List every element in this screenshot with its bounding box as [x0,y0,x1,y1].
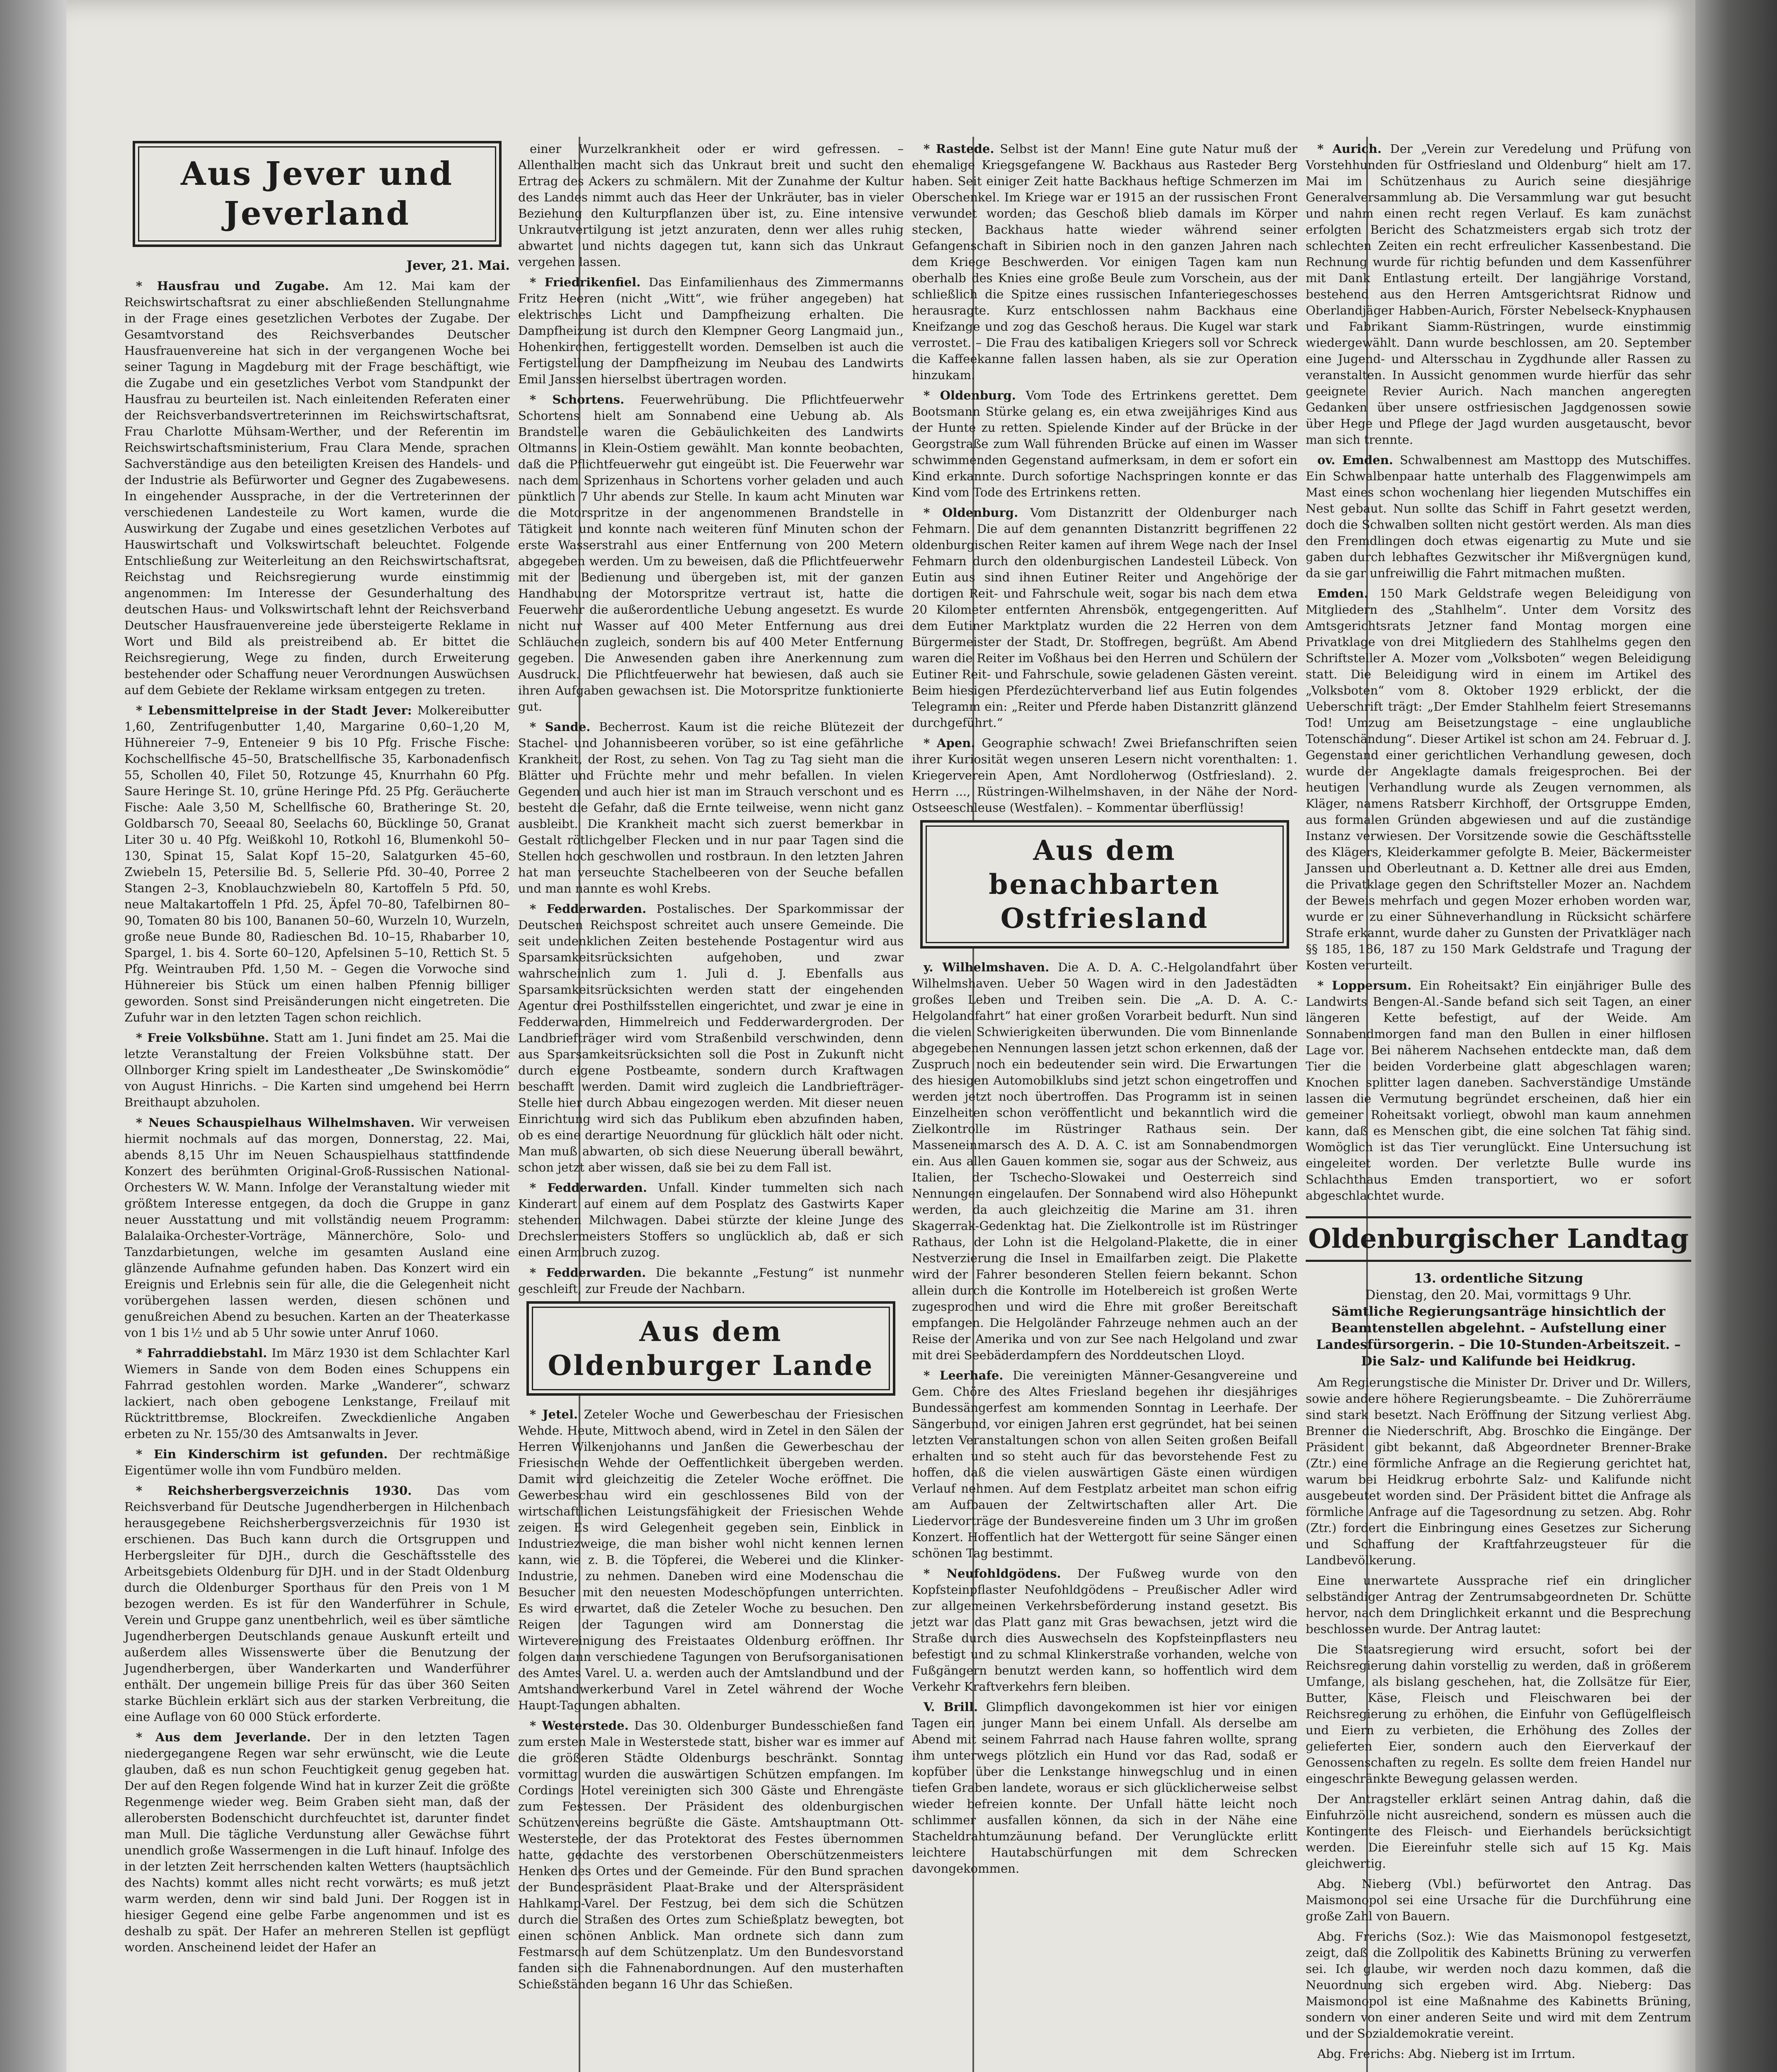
landtag-paragraph: Die Staatsregierung wird ersucht, sofort bei der Reichsregierung dahin vorstellig zu werden, daß in größerem Umfange, als bislang geschehen, hat, die Zollsätze für Eier, Butter, Käse, Fleisch und Fleischwaren bei der Reichsregierung zu erhöhen, die Einfuhr von Geflügelfleisch und Eiern zu verbieten, die Erhöhung des Zolles der gelieferten Eier, sondern auch den Eierverkauf der Genossenschaften zu regeln. Es sollte dem freien Handel nur eingeschränkte Bewegung gelassen werden. [1306,1642,1691,1786]
article-text: Der rechtmäßige Eigentümer wolle ihn vom Fundbüro melden. [124,1447,510,1477]
articles-col2-b [518,1406,904,1992]
landtag-paragraphs [1306,1375,1691,2062]
article-paragraph [518,1180,904,1261]
article-text: Schwalbennest am Masttopp des Mutschiffes. Ein Schwalbenpaar hatte unterhalb des Flaggenwimpels am Mast eines schon wochenlang hier liegenden Mutschiffes ein Nest gebaut. Nun sollte das Schiff in Fahrt gesetzt werden, doch die Schwalben sollten nicht gestört werden. Als man dies den Fremdlingen doch etwas eigenartig zu Mute und sie gaben durch lebhaftes Gezwitscher ihr Mißvergnügen kund, da sie gar unfreiwillig die Fahrt mitmachen mußten. [1306,453,1692,580]
article-lead: * Leerhafe. [924,1368,1004,1382]
article-lead: * Fedderwarden. [530,1181,647,1195]
dateline: Jever, 21. Mai. [406,258,510,273]
article-text: Glimpflich davongekommen ist hier vor einigen Tagen ein junger Mann bei einem Unfall. Als derselbe am Abend mit seinem Fahrrad nach Hause fahren wollte, sprang ihm unterwegs plötzlich ein Hund vor das Rad, sodaß er kopfüber über die Lenkstange hinwegschlug und in einen tiefen Graben landete, woraus er sich glücklicherweise selbst wieder befreien konnte. Der Unfall hätte leicht noch schlimmer ausfallen können, da sich in der Nähe eine Stacheldrahtumzäunung befand. Der Verunglückte erlitt leichtere Hautabschürfungen mit dem Schrecken davongekommen. [912,1700,1298,1876]
article-paragraph [518,719,904,897]
column-1 [124,141,510,2047]
article-text: Das Einfamilienhaus des Zimmermanns Fritz Heeren (nicht „Witt“, wie früher angegeben) hat elektrisches Licht und Dampfheizung erhalten. Die Dampfheizung ist durch den Klempner Georg Langmaid jun., Hohenkirchen, fertiggestellt worden. Demselben ist auch die Fertigstellung der Dampfheizung im Neubau des Landwirts Emil Janssen hierselbst übertragen worden. [518,275,904,386]
article-lead: * Neues Schauspielhaus Wilhelmshaven. [136,1116,415,1130]
section-headline-landtag: Oldenburgischer Landtag [1306,1216,1691,1262]
article-text: Am 12. Mai kam der Reichswirtschaftsrat zu einer abschließenden Stellungnahme in der Frage eines gesetzlichen Verbotes der Zugabe. Der Gesamtvorstand des Reichsverbandes Deutscher Hausfrauenvereine hat sich in der vergangenen Woche bei seiner Tagung in Magdeburg mit der Frage beschäftigt, wie die Zugabe und ein gesetzliches Verbot vom Standpunkt der Hausfrau zu beurteilen ist. Nach einleitenden Referaten einer der Reichsverbandsvertreterinnen im Reichswirtschaftsrat, Frau Charlotte Mühsam-Werther, und der Referentin im Reichswirtschaftsministerium, Frau Clara Mende, sprachen Sachverständige aus den beteiligten Kreisen des Handels- und der Industrie als Befürworter und Gegner des Zugabewesens. In eingehender Aussprache, in der die Vertreterinnen der verschiedenen Landesteile zu Wort kamen, wurde die Auswirkung der Zugabe und eines gesetzlichen Verbotes auf Hauswirtschaft und Volkswirtschaft beleuchtet. Folgende Entschließung zur Weiterleitung an den Reichswirtschaftsrat, Reichstag und Reichsregierung wurde einstimmig angenommen: Im Interesse der Gesunderhaltung des deutschen Haus- und Volkswirtschaft lehnt der Reichsverband Deutscher Hausfrauenvereine jede übersteigerte Reklame in Wort und Bild als preistreibend ab. Er bittet die Reichsregierung, Wege zu finden, durch Erweiterung bestehender oder Schaffung neuer Verordnungen Auswüchsen auf dem Gebiete der Reklame wirksam entgegen zu treten. [124,279,510,697]
article-paragraph [124,1446,510,1479]
article-text: Die vereinigten Männer-Gesangvereine und Gem. Chöre des Altes Friesland begehen ihr diesjähriges Bundessängerfest am kommenden Sonntag in Leerhafe. Der Sängerbund, vor einigen Jahren erst gegründet, hat bei seinen letzten Veranstaltungen schon von allen Seiten großen Beifall erhalten und so steht auch für das bevorstehende Fest zu hoffen, daß die vielen auswärtigen Gäste einen würdigen Verlauf nehmen. Auf dem Festplatz arbeitet man schon eifrig am Aufbauen der Zeltwirtschaften aller Art. Die Liedervorträge der Bundesvereine finden um 3 Uhr im großen Konzert. Hoffentlich hat der Wettergott für seine Sänger einen schönen Tag bestimmt. [912,1368,1298,1560]
article-text: Der Fußweg wurde von den Kopfsteinpflaster Neufohldgödens – Preußischer Adler wird zur allgemeinen Verkehrsbeförderung instand gesetzt. Bis jetzt war das Platt ganz mit Gras bewachsen, jetzt wird die Straße durch dies Auswechseln des Kopfsteinpflasters neu befestigt und zu schmal Klinkerstraße vorhanden, welche von Fußgängern benutzt werden kann, so hoffentlich wird dem Verkehr Kraftverkehrs fern bleiben. [912,1566,1298,1694]
landtag-paragraph: Der Antragsteller erklärt seinen Antrag dahin, daß die Einfuhrzölle nicht ausreichend, sondern es müssen auch die Kontingente des Fleisch- und Eierhandels berücksichtigt werden. Die Eiereinfuhr stelle sich auf 15 Kg. Mais gleichwertig. [1306,1792,1691,1871]
column-4 [1306,141,1692,2061]
landtag-session: 13. ordentliche Sitzung [1413,1271,1583,1286]
article-lead: ov. Emden. [1317,453,1393,467]
article-text: Ein Roheitsakt? Ein einjähriger Bulle des Landwirts Bengen-Al.-Sande befand sich seit Tagen, an einer längeren Kette befestigt, auf der Weide. Am Sonnabendmorgen fand man den Bullen in einer hilflosen Lage vor. Bei näherem Nachsehen entdeckte man, daß dem Tier die beiden Vorderbeine glatt abgeschlagen waren; Knochen splitter lagen daneben. Sachverständige Umstände lassen die Vermutung begründet erscheinen, daß hier ein gemeiner Roheitsakt vorliegt, obwohl man kaum annehmen kann, daß es Menschen gibt, die eine solchen Tat fähig sind. Womöglich ist das Tier verunglückt. Eine Untersuchung ist eingeleitet worden. Der verletzte Bulle wurde ins Schlachthaus Emden transportiert, wo er sofort abgeschlachtet wurde. [1306,978,1692,1203]
article-text: Zeteler Woche und Gewerbeschau der Friesischen Wehde. Heute, Mittwoch abend, wird in Zetel in den Sälen der Herren Wilkenjohanns und Janßen die Gewerbeschau der Friesischen Wehde der Oeffentlichkeit übergeben werden. Damit wird gleichzeitig die Zeteler Woche eröffnet. Die Gewerbeschau wird ein geschlossenes Bild von der wirtschaftlichen Leistungsfähigkeit der Friesischen Wehde zeigen. Es wird Gelegenheit gegeben sein, Einblick in Industriezweige, die man bisher wohl nicht kennen lernen kann, wie z. B. die Töpferei, die Weberei und die Klinker-Industrie, zu nehmen. Daneben wird eine Modenschau die Besucher mit den neuesten Modeschöpfungen unterrichten. Es wird erwartet, daß die Zeteler Woche zu besuchen. Den Reigen der Tagungen wird am Donnerstag die Wirtevereinigung des Freistaates Oldenburg eröffnen. Ihr folgen dann verschiedene Tagungen von Berufsorganisationen des Amtes Varel. U. a. werden auch der Amtslandbund und der Amtshandwerkerbund Varel in Zetel während der Woche Haupt-Tagungen abhalten. [518,1407,904,1712]
article-lead: * Aurich. [1317,142,1382,156]
article-paragraph [1306,586,1691,973]
article-lead: Emden. [1317,586,1368,600]
article-text: Statt am 1. Juni findet am 25. Mai die letzte Veranstaltung der Freien Volksbühne statt. Der Ollnborger Kring spielt im Landestheater „De Swinskomödie“ von August Hinrichs. – Die Karten sind umgehend bei Herrn Breithaupt abzuholen. [124,1031,510,1109]
article-lead: * Hausfrau und Zugabe. [136,279,329,293]
article-paragraph [1306,452,1691,581]
article-lead: V. Brill. [924,1700,978,1714]
article-paragraph [518,901,904,1176]
article-paragraph [124,1115,510,1341]
article-lead: y. Wilhelmshaven. [924,960,1050,974]
landtag-date: Dienstag, den 20. Mai, vormittags 9 Uhr. [1365,1288,1632,1302]
article-paragraph [1306,141,1691,448]
article-paragraph [518,1265,904,1297]
article-lead: * Fedderwarden. [530,1266,646,1280]
column-3 [912,141,1297,2047]
article-lead: * Schortens. [530,392,625,407]
landtag-paragraph: Am Regierungstische die Minister Dr. Driver und Dr. Willers, sowie andere höhere Regierungsbeamte. – Die Zuhörerräume sind stark besetzt. Nach Eröffnung der Sitzung verliest Abg. Brenner die Niederschrift, Abg. Broschko die Eingänge. Der Präsident gibt bekannt, daß Abgeordneter Brenner-Brake (Ztr.) eine förmliche Anfrage an die Regierung gerichtet hat, warum bei Heidkrug erbohrte Salz- und Kalifunde nicht ausgebeutet worden sind. Der Präsident bittet die Anfrage als förmliche Anfrage auf die Tagesordnung zu setzen. Abg. Rohr (Ztr.) fordert die Einbringung eines Gesetzes zur Sicherung und Schaffung der Kraftfahrzeugsteuer für die Landbevölkerung. [1306,1375,1691,1567]
article-paragraph [518,141,904,270]
article-text: Vom Distanzritt der Oldenburger nach Fehmarn. Die auf dem genannten Distanzritt begriffenen 22 oldenburgischen Reiter kamen auf ihrem Wege nach der Insel Fehmarn durch den oldenburgischen Landesteil Lübeck. Von Eutin aus sind ihnen Eutiner Reiter und Angehörige der dortigen Reit- und Fahrschule weit, sogar bis nach dem etwa 20 Kilometer entfernten Ahrensbök, entgegengeritten. Auf dem Eutiner Marktplatz wurden die 22 Herren von dem Bürgermeister der Stadt, Dr. Stoffregen, begrüßt. Am Abend waren die Reiter im Voßhaus bei den Herren und Schülern der Eutiner Reit- und Fahrschule, sowie geladenen Gästen vereint. Beim hiesigen Pferdezüchterverband lief aus Eutin folgendes Telegramm ein: „Reiter und Pferde haben Distanzritt glänzend durchgeführt.“ [912,506,1297,730]
section-headline-jever: Aus Jever und Jeverland [133,141,502,247]
article-lead: * Sande. [530,720,591,734]
article-text: Das vom Reichsverband für Deutsche Jugendherbergen in Hilchenbach herausgegebene Reichsherbergsverzeichnis für 1930 ist erschienen. Das Buch kann durch die Ortsgruppen und Herbergsleiter für DJH., durch die Geschäftsstelle des Arbeitsgebiets Oldenburg für DJH. und in der Stadt Oldenburg durch die Oldenburger Sporthaus für den Preis von 1 M bezogen werden. Es ist für den Wanderführer in Schule, Verein und Gruppe ganz unentbehrlich, weil es über sämtliche Jugendherbergen Deutschlands genaue Auskunft erteilt und außerdem alles Wissenswerte über die Benutzung der Jugendherbergen, über Wanderkarten und Wanderführer enthält. Der ungemein billige Preis für das über 360 Seiten starke Büchlein erklärt sich aus der starken Verbreitung, die eine Auflage von 60 000 Stück erforderte. [124,1484,510,1724]
article-lead: * Oldenburg. [924,506,1018,520]
landtag-paragraph: Abg. Nieberg (Vbl.) befürwortet den Antrag. Das Maismonopol sei eine Ursache für die Durchführung eine große Zahl von Bauern. [1306,1877,1691,1923]
article-paragraph [518,274,904,387]
landtag-paragraph: Abg. Frerichs (Soz.): Wie das Maismonopol festgesetzt, zeigt, daß die Zollpolitik des Kabinetts Brüning zu verwerfen sei. Ich glaube, wir werden noch dazu kommen, daß die Neuordnung sich ergeben wird. Abg. Nieberg: Das Maismonopol ist eine Maßnahme des Kabinetts Brüning, sondern von einer anderen Seite und wird mit dem Zentrum und der Sozialdemokratie vereint. [1306,1929,1691,2041]
article-lead: * Neufohldgödens. [924,1566,1061,1581]
article-text: Die A. D. A. C.-Helgolandfahrt über Wilhelmshaven. Ueber 50 Wagen wird in den Jadestädten großes Leben und Treiben sein. Die „A. D. A. C.-Helgolandfahrt“ hat einer großen Vorarbeit bedurft. Nun sind die vielen Schwierigkeiten überwunden. Die vom Binnenlande abgegebenen Nennungen lassen jetzt schon erkennen, daß der Zuspruch noch ein bedeutender sein wird. Die Erwartungen des hiesigen Automobilklubs sind jetzt schon eingetroffen und werden jetzt noch übertroffen. Das Programm ist in seinen Einzelheiten schon veröffentlicht und bekanntlich wird die Zielkontrolle im Rüstringer Rathaus sein. Der Masseneinmarsch des A. D. A. C. ist am Sonnabendmorgen ein. Aus allen Gauen kommen sie, sogar aus der Schweiz, aus Italien, der Tschecho-Slowakei und Oesterreich sind Nennungen eingelaufen. Der Sonnabend wird also Höhepunkt werden, da auch gleichzeitig die Marine am 31. ihren Skagerrak-Gedenktag hat. Die Zielkontrolle ist im Rüstringer Rathaus, der Lohn ist die Helgoland-Plakette, die in einer Nestverzierung die Insel in Emailfarben zeigt. Die Plakette wird der Fahrer besonderen Stellen feiern bekannt. Schon allein durch die Kontrolle im Hotelbereich ist großen Werte zugesprochen und wird die Ehre mit großer Bereitschaft empfangen. Die Helgoländer Fahrzeuge nehmen auch an der Reise der Amerika und von zur See nach Helgoland und zwar mit drei Seebäderdampfern des Norddeutschen Lloyd. [912,960,1298,1362]
article-text: Postalisches. Der Sparkommissar der Deutschen Reichspost schreitet auch unsere Gemeinde. Die seit undenklichen Zeiten bestehende Postagentur wird aus Sparsamkeitsrücksichten aufgehoben, und zwar wahrscheinlich zum 1. Juli d. J. Ebenfalls aus Sparsamkeitsrücksichten werden statt der eingehenden Agentur drei Posthilfsstellen eingerichtet, und zwar je eine in Fedderwarden, Himmelreich und Fedderwardergroden. Der Landbriefträger wird vom Straßenbild verschwinden, denn aus Sparsamkeitsrücksichten soll die Post in Zukunft nicht durch eigene Postbeamte, sondern durch Kraftwagen beschafft werden. Damit wird zugleich die Landbriefträger-Stelle hier durch Abbau eingezogen werden. Mit dieser neuen Einrichtung wird sich das Publikum eben abzufinden haben, ob es eine derartige Neuordnung für glücklich hält oder nicht. Man muß abwarten, ob sich diese Neuerung überall bewährt, schon jetzt aber wissen, daß sie bei zu dem Fall ist. [518,902,904,1174]
article-paragraph [124,702,510,1026]
section-headline-ostfriesland: Aus dem benachbarten Ostfriesland [920,820,1289,949]
landtag-paragraph: Abg. Frerichs: Abg. Nieberg ist im Irrtum. [1317,2047,1576,2061]
article-text: Unfall. Kinder tummelten sich nach Kinderart auf einem auf dem Posplatz des Gastwirts Kaper stehenden Milchwagen. Dabei stürzte der kleine Junge des Drechslermeisters Stoffers so unglücklich ab, daß er sich einen Armbruch zuzog. [518,1181,904,1259]
article-paragraph [518,1406,904,1714]
article-paragraph [124,1483,510,1725]
article-paragraph [518,1718,904,1992]
article-lead: * Fedderwarden. [530,902,647,916]
article-paragraph [912,735,1297,816]
article-paragraph [518,392,904,715]
article-paragraph [912,959,1297,1363]
article-paragraph [912,1566,1297,1695]
article-lead: * Oldenburg. [924,388,1016,402]
page-edge [1695,0,1777,2072]
article-paragraph [912,387,1297,501]
article-lead: * Loppersum. [1317,978,1412,992]
article-text: Feuerwehrübung. Die Pflichtfeuerwehr Schortens hielt am Sonnabend eine Uebung ab. Als Brandstelle waren die Gebäulichkeiten des Landwirts Oltmanns in Klein-Ostiem gewählt. Man konnte beobachten, daß die Pflichtfeuerwehr gut eingeübt ist. Die Feuerwehr war nach dem Sprizenhaus in Schortens vorher geladen und auch pünktlich 7 Uhr abends zur Stelle. In kaum acht Minuten war die Motorspritze in der angenommenen Brandstelle in Tätigkeit und konnte nach weiteren fünf Minuten schon der erste Wasserstrahl aus einer Entfernung von 200 Metern abgegeben werden. Um zu beweisen, daß die Pflichtfeuerwehr mit der Bedienung und übergeben ist, mit der ganzen Handhabung der Motorspritze vertraut ist, hatte die Feuerwehr die außerordentliche Uebung angesetzt. Es wurde nicht nur Wasser auf 400 Meter Entfernung aus drei Schläuchen zugleich, sondern bis auf 400 Meter Entfernung gegeben. Die Anwesenden gaben ihre Anerkennung zum Ausdruck. Die Pflichtfeuerwehr hat bewiesen, daß auch sie ihren Aufgaben gewachsen ist. Die Motorspritze funktionierte gut. [518,392,904,714]
column-2 [518,141,904,2047]
article-paragraph [912,505,1297,731]
article-text: Der „Verein zur Veredelung und Prüfung von Vorstehhunden für Ostfriesland und Oldenburg“ hielt am 17. Mai im Schützenhaus zu Aurich seine diesjährige Generalversammlung ab. Die Versammlung war gut besucht und nahm einen recht regen Verlauf. Es kam zunächst erfolgten Bericht des Schatzmeisters ergab sich trotz der schlechten Zeiten ein recht erfreulicher Kassenbestand. Die Rechnung wurde für richtig befunden und dem Kassenführer mit Dank Entlastung erteilt. Der langjährige Vorstand, bestehend aus den Herren Amtsgerichtsrat Ridnow und Oberlandjäger Habben-Aurich, Förster Nebelseck-Knyphausen und Fabrikant Siamm-Rüstringen, wurde einstimmig wiedergewählt. Dann wurde beschlossen, am 20. September eine Jugend- und Altersschau in Zygdhunde aller Rassen zu veranstalten. In Aussicht genommen wurde hierfür das sehr geeignete Revier Aurich. Nach manchen angeregten Gedanken über unsere ostfriesischen Jagdgenossen sowie über Hege und Pflege der Jagd wurden ausgetauscht, bevor man sich trennte. [1306,142,1691,447]
article-text: 150 Mark Geldstrafe wegen Beleidigung von Mitgliedern des „Stahlhelm“. Unter dem Vorsitz des Amtsgerichtsrats Jetzner fand Montag morgen eine Privatklage von drei Mitgliedern des Stahlhelms gegen den Schriftsteller A. Mozer vom „Volksboten“ wegen Beleidigung statt. Die Beleidigung wird in einem im Artikel des „Volksboten“ vom 8. Oktober 1929 erblickt, der die Ueberschrift trägt: „Der Emder Stahlhelm feiert Stresemanns Tod! Umzug am Beisetzungstage – eine unglaubliche Totenschändung“. Dieser Artikel ist schon am 24. Februar d. J. Gegenstand einer gerichtlichen Verhandlung gewesen, doch wurde der Angeklagte damals freigesprochen. Bei der heutigen Verhandlung wurde als Zeugen vernommen, als Kläger, namens Ratsberr Kirchhoff, der Ortsgruppe Emden, aus formalen Gründen abgewiesen und auf die zuständige Instanz verwiesen. Der Vorsitzende sowie die Geschäftsstelle des Klägers, Kleiderkammer gefolgte B. Meier, Bäckermeister Janssen und Oberleutnant a. D. Kettner alle drei aus Emden, die Privatklage gegen den Schriftsteller Mozer an. Nachdem der Beweis mehrfach und gegen Mozer erhoben worden war, wurde er zu einer Sühneverhandlung in Rücksicht schärfere Strafe erkannt, wurde daher zu Gunsten der Privatkläger nach §§ 185, 186, 187 zu 150 Mark Geldstrafe und Tragung der Kosten verurteilt. [1306,586,1692,972]
article-paragraph [912,1699,1297,1877]
article-text: Molkereibutter 1,60, Zentrifugenbutter 1,40, Margarine 0,60–1,20 M, Hühnereier 7–9, Enteneier 9 bis 10 Pfg. Frische Fische: Kochschellfische 45–50, Bratschellfische 35, Karbonadenfisch 55, Schollen 40, Filet 50, Rotzunge 45, Knurrhahn 60 Pfg. Saure Heringe St. 10, grüne Heringe Pfd. 25 Pfg. Geräucherte Fische: Aale 3,50 M, Schellfische 60, Bratheringe St. 20, Goldbarsch 70, Seeaal 80, Seelachs 60, Bücklinge 50, Granat Liter 30 u. 40 Pfg. Weißkohl 10, Rotkohl 16, Blumenkohl 50–130, Spinat 15, Salat Kopf 15–20, Salatgurken 45–60, Zwiebeln 15, Petersilie Bd. 5, Sellerie Pfd. 30–40, Porree 2 Stangen 2–3, Knoblauchzwiebeln 80, Kartoffeln 5 Pfd. 50, neue Maltakartoffeln 1 Pfd. 25, Äpfel 70–80, Tafelbirnen 80–90, Tomaten 80 bis 100, Bananen 50–60, Wurzeln 10, Wurzeln, große neue Bunde 80, Radieschen Bd. 10–15, Rhabarber 10, Spargel, 1. bis 4. Sorte 60–120, Apfelsinen 5–10, Rettich St. 5 Pfg. Weintrauben Pfd. 1,50 M. – Gegen die Vorwoche sind Hühnereier bis Stück um einen halben Pfennig billiger geworden. Sonst sind Preisänderungen nicht eingetreten. Die Zufuhr war in den letzten Tagen schon reichlich. [124,703,510,1024]
article-text: Im März 1930 ist dem Schlachter Karl Wiemers in Sande von dem Boden eines Schuppens ein Fahrrad gestohlen worden. Marke „Wanderer“, schwarz lackiert, nach oben gebogene Lenkstange, Freilauf mit Rücktrittbremse, Blockreifen. Zweckdienliche Angaben erbeten zu Nr. 155/30 des Amtsanwalts in Jever. [124,1346,510,1441]
article-lead: * Jetel. [530,1407,578,1421]
section-headline-oldenburg: Aus dem Oldenburger Lande [526,1301,895,1396]
article-paragraph [912,1368,1297,1561]
articles-col3-a [912,141,1297,816]
article-lead: * Westerstede. [530,1719,629,1733]
article-paragraph [1306,978,1691,1204]
article-lead: * Ein Kinderschirm ist gefunden. [136,1447,388,1461]
article-text: Geographie schwach! Zwei Briefanschriften seien ihrer Kuriosität wegen unseren Lesern nicht vorenthalten: 1. Kriegerverein Apen, Amt Nordloherwog (Ostfriesland). 2. Herrn ..., Rüstringen-Wilhelmshaven, in der Nähe der Nord-Ostseeschleuse (Westfalen). – Kommentar überflüssig! [912,736,1298,815]
article-paragraph [124,1030,510,1111]
article-paragraph [124,1729,510,1956]
articles-col4 [1306,141,1691,1204]
article-lead: * Friedrikenfiel. [530,275,641,289]
article-text: Vom Tode des Ertrinkens gerettet. Dem Bootsmann Stürke gelang es, ein etwa zweijähriges Kind aus der Hunte zu retten. Spielende Kinder auf der Brücke in der Georgstraße zum Wall führenden Brücke auf einen im Wasser schwimmenden Gegenstand aufmerksam, in dem er sofort ein Kind erkannte. Durch sofortige Nachspringen konnte er das Kind vom Tode des Ertrinkens retten. [912,388,1297,499]
article-text: Die bekannte „Festung“ ist nunmehr geschleift, zur Freude der Nachbarn. [518,1266,904,1296]
article-lead: * Rastede. [924,142,994,156]
articles-col3-b [912,959,1297,1877]
article-lead: * Freie Volksbühne. [136,1031,269,1045]
articles-col1 [124,278,510,1956]
article-lead: * Fahrraddiebstahl. [136,1346,267,1360]
article-lead: * Apen. [924,736,975,750]
article-text: Selbst ist der Mann! Eine gute Natur muß der ehemalige Kriegsgefangene W. Backhaus aus Rasteder Berg haben. Seit einiger Zeit hatte Backhaus heftige Schmerzen im Oberschenkel. Im Kriege war er 1915 an der russischen Front verwundet worden; das Geschoß blieb damals im Körper stecken, Backhaus hatte wieder während seiner Gefangenschaft in Sibirien noch in den ganzen Jahren nach dem Kriege Beschwerden. Vor einigen Tagen kam nun oberhalb des Knies eine große Beule zum Vorschein, aus der schließlich die Spitze eines russischen Infanteriegeschosses herausragte. Kurz entschlossen nahm Backhaus eine Kneifzange und zog das Geschoß heraus. Die Kugel war stark verrostet. – Die Frau des katibaligen Kriegers soll vor Schreck die Kaffeekanne fallen lassen haben, als sie zur Operation hinzukam. [912,142,1297,382]
article-text: Wir verweisen hiermit nochmals auf das morgen, Donnerstag, 22. Mai, abends 8,15 Uhr im Neuen Schauspielhaus stattfindende Konzert des berühmten Original-Groß-Russischen National-Orchesters W. W. Mann. Infolge der Veranstaltung wieder mit größtem Interesse entgegen, da doch die Gruppe in ganz neuer Ausstattung und mit vollständig neuem Programm: Balalaika-Orchester-Vorträge, Männerchöre, Solo- und Tanzdarbietungen, welche im gesamten Ausland eine glänzende Aufnahme gefunden haben. Das Konzert wird ein Ereignis und Erlebnis sein für alle, die die Gelegenheit nicht vorübergehen lassen werden, diesen schönen und genußreichen Abend zu besuchen. Karten an der Theaterkasse von 1 bis 1½ und ab 5 Uhr sowie unter Anruf 1060. [124,1116,510,1340]
article-text: einer Wurzelkrankheit oder er wird gefressen. – Allenthalben macht sich das Unkraut breit und sucht den Ertrag des Ackers zu schmälern. Mit der Zunahme der Kultur des Landes nimmt auch das Heer der Unkräuter, bas in vieler Beziehung den Kulturpflanzen über ist, zu. Eine intensive Unkrautvertilgung ist jetzt anzuraten, denn wer alles ruhig abwartet und nichts dagegen tut, kann sich das Unkraut vergehen lassen. [518,142,904,269]
article-lead: * Reichsherbergsverzeichnis 1930. [136,1484,412,1498]
book-binding [0,0,66,2072]
article-paragraph [124,1345,510,1442]
article-text: Becherrost. Kaum ist die reiche Blütezeit der Stachel- und Johannisbeeren vorüber, so ist eine gefährliche Krankheit, der Rost, zu sehen. Von Tag zu Tag sieht man die Blätter und Früchte mehr und mehr befallen. In vielen Gegenden und auch hier ist man im Strauch verschont und es besteht die Gefahr, daß die Ernte teilweise, wenn nicht ganz ausbleibt. Die Krankheit macht sich zuerst bemerkbar in Gestalt rötlichgelber Flecken und in nur paar Tagen sind die Stellen hoch geschwollen und rostbraun. In den letzten Jahren hat man verseuchte Stachelbeeren von der Seuche befallen und man nannte es wohl Krebs. [518,720,904,896]
article-text: Der in den letzten Tagen niedergegangene Regen war sehr erwünscht, wie die Leute glauben, daß es nun schon Feuchtigkeit genug gegeben hat. Der auf den Regen folgende Wind hat in kurzer Zeit die größte Regenmenge wieder weg. Beim Graben sieht man, daß der allerobersten Bodenschicht durchfeuchtet ist, darunter findet man Mull. Die tägliche Verdunstung aller Gewächse führt unendlich große Wassermengen in die Luft hinauf. Infolge des in der letzten Zeit herrschenden kalten Wetters (hauptsächlich des Nachts) kommt alles nicht recht vorwärts; es muß jetzt warm werden, denn wir sind bald Juni. Der Roggen ist in hiesiger Gegend eine gelbe Farbe angenommen und ist es deshalb zu spät. Der Hafer an mehreren Stellen ist gepflügt worden. Anscheinend leidet der Hafer an [124,1730,510,1954]
landtag-summary: Sämtliche Regierungsanträge hinsichtlich der Beamtenstellen abgelehnt. – Aufstellung einer Landesfürsorgerin. – Die 10-Stunden-Arbeitszeit. – Die Salz- und Kalifunde bei Heidkrug. [1316,1304,1681,1369]
article-lead: * Lebensmittelpreise in der Stadt Jever: [136,703,412,717]
article-paragraph [912,141,1297,383]
article-lead: * Aus dem Jeverlande. [136,1730,311,1744]
landtag-paragraph: Eine unerwartete Aussprache rief ein dringlicher selbständiger Antrag der Zentrumsabgeordneten Dr. Schütte hervor, nach dem Dringlichkeit erkannt und die Besprechung beschlossen wurde. Der Antrag lautet: [1306,1573,1691,1636]
article-paragraph [124,278,510,698]
article-text: Das 30. Oldenburger Bundesschießen fand zum ersten Male in Westerstede statt, bisher war es immer auf die größeren Städte Oldenburgs beschränkt. Sonntag vormittag wurden die auswärtigen Schützen empfangen. Im Cordings Hotel vereinigten sich 300 Gäste und Ehrengäste zum Festessen. Der Präsident des oldenburgischen Schützenvereins begrüßte die Gäste. Amtshauptmann Ott-Westerstede, der das Protektorat des Festes übernommen hatte, gedachte des verstorbenen Oberschützenmeisters Henken des Ortes und der Gemeinde. Für den Bund sprachen der Bundespräsident Plaat-Brake und der Alterspräsident Hahlkamp-Varel. Der Festzug, bei dem sich die Schützen durch die Straßen des Ortes zum Schießplatz bewegten, bot einen schönen Anblick. Man ordnete sich dann zum Festmarsch auf dem Schützenplatz. Um den Bundesvorstand fanden sich die Fahnenabordnungen. Auf den musterhaften Schießständen begann 16 Uhr das Schießen. [518,1719,904,1991]
articles-col2-a [518,141,904,1297]
